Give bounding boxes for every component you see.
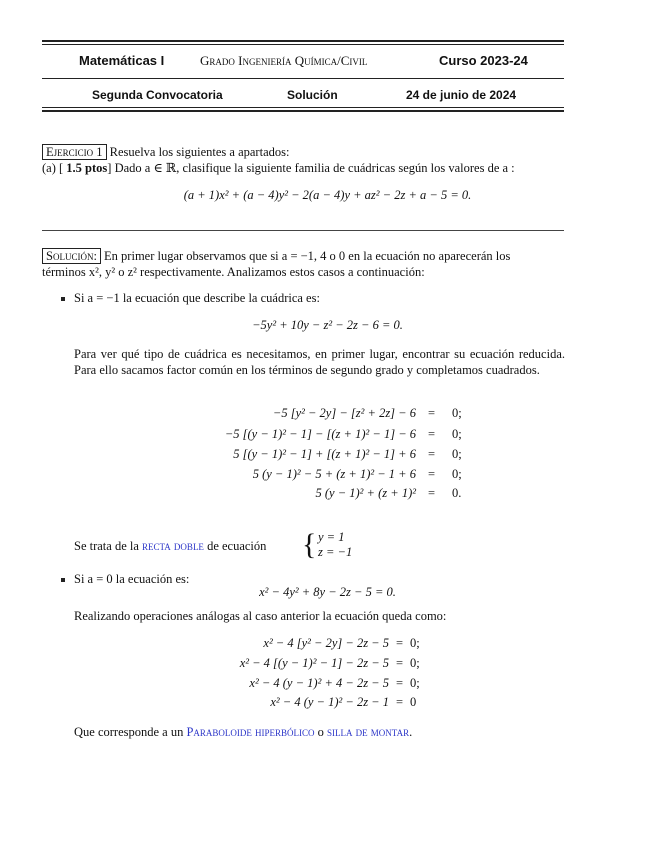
case1-conclusion-post: de ecuación [207,539,267,553]
exercise-intro: Resuelva los siguientes a apartados: [109,145,290,159]
header-bottom-rule [42,107,564,108]
case2-step-1-op: = [396,636,404,650]
case2-step-4-lhs: x² − 4 (y − 1)² − 2z − 1 [270,695,389,709]
case1-step-1-lhs: −5 [y² − 2y] − [z² + 2z] − 6 [272,406,416,420]
case1-step-1-op: = [428,406,436,420]
part-statement: Dado a ∈ ℝ, clasifique la siguiente familia de cuádricas según los valores de a : [114,161,515,175]
bullet-case1 [61,297,65,301]
case1-step-5-op: = [428,486,436,500]
system-eq-1: y = 1 [318,530,345,544]
case1-step-3-op: = [428,447,436,461]
exam-date: 24 de junio de 2024 [406,88,517,102]
case1-conclusion [74,538,314,554]
header-mid-rule [42,78,564,79]
part-label: (a) [ [42,161,64,175]
case1-step-4-op: = [428,467,436,481]
exercise-heading [42,144,565,160]
case1-equation: −5y² + 10y − z² − 2z − 6 = 0. [252,318,403,332]
case2-conclusion-mid: o [317,725,324,739]
silla-de-montar-link[interactable]: silla de montar [327,725,410,739]
case2-step-3-lhs: x² − 4 (y − 1)² + 4 − 2z − 5 [249,676,389,690]
case2-step-3-op: = [396,676,404,690]
system-brace: { [302,528,317,561]
case1-lead: Si a = −1 la ecuación que describe la cuádrica es: [74,291,320,305]
family-equation: (a + 1)x² + (a − 4)y² − 2(a − 4)y + az² − 2z + a − 5 = 0. [183,188,472,202]
solution-label: Solución: [42,248,101,264]
solution-intro-text: En primer lugar observamos que si a = −1, 4 o 0 en la ecuación no aparecerán los [104,249,511,263]
header-bottom-rule-thick [42,110,564,112]
case2-step-1-rhs: 0; [410,636,420,650]
case2-conclusion-pre: Que corresponde a un [74,725,184,739]
bullet-case2 [61,578,65,582]
case1-step-5-rhs: 0. [452,486,462,500]
case2-equation: x² − 4y² + 8y − 2z − 5 = 0. [259,585,396,599]
case2-step-1-lhs: x² − 4 [y² − 2y] − 2z − 5 [263,636,389,650]
case1-step-5-lhs: 5 (y − 1)² + (z + 1)² [315,486,416,500]
case2-step-2-lhs: x² − 4 [(y − 1)² − 1] − 2z − 5 [239,656,389,670]
system-eq-2: z = −1 [318,545,353,559]
case1-step-2-op: = [428,427,436,441]
exam-session: Segunda Convocatoria [92,88,223,102]
case2-conclusion [74,724,565,740]
case2-step-3-rhs: 0; [410,676,420,690]
recta-doble-link[interactable]: recta doble [142,539,204,553]
header-top-rule [42,40,564,42]
case1-step-2-rhs: 0; [452,427,462,441]
case1-conclusion-pre: Se trata de la [74,539,139,553]
case1-step-1-rhs: 0; [452,406,462,420]
case2-step-4-op: = [396,695,404,709]
header-top-rule-thin [42,44,564,45]
solution-intro-1 [42,248,565,264]
case2-step-2-rhs: 0; [410,656,420,670]
paraboloide-link[interactable]: Paraboloide hiperbólico [186,725,315,739]
case1-explain: Para ver qué tipo de cuádrica es necesitamos, en primer lugar, encontrar su ecuación reducida. Para ello sacamos factor común en los términos de segundo grado y completamos cuadrados. [74,347,565,377]
case2-step-4-rhs: 0 [410,695,417,709]
case1-step-3-rhs: 0; [452,447,462,461]
case2-step-2-op: = [396,656,404,670]
case2-lead: Si a = 0 la ecuación es: [74,572,190,586]
part-points: 1.5 ptos [66,161,108,175]
course-year: Curso 2023-24 [439,53,528,68]
exercise-part [42,160,565,176]
part-close: ] [107,161,112,175]
case1-step-3-lhs: 5 [(y − 1)² − 1] + [(z + 1)² − 1] + 6 [233,447,416,461]
exercise-label: Ejercicio 1 [42,144,107,160]
solution-intro-2: términos x², y² o z² respectivamente. Analizamos estos casos a continuación: [42,265,425,279]
case1-step-4-lhs: 5 (y − 1)² − 5 + (z + 1)² − 1 + 6 [252,467,416,481]
degree-title: Grado Ingeniería Química/Civil [200,53,368,68]
case2-conclusion-end: . [409,725,413,739]
section-divider [42,230,564,231]
case1-step-4-rhs: 0; [452,467,462,481]
case1-step-2-lhs: −5 [(y − 1)² − 1] − [(z + 1)² − 1] − 6 [224,427,416,441]
doc-kind: Solución [287,88,338,102]
case2-explain: Realizando operaciones análogas al caso anterior la ecuación queda como: [74,609,447,623]
subject-title: Matemáticas I [79,53,165,68]
